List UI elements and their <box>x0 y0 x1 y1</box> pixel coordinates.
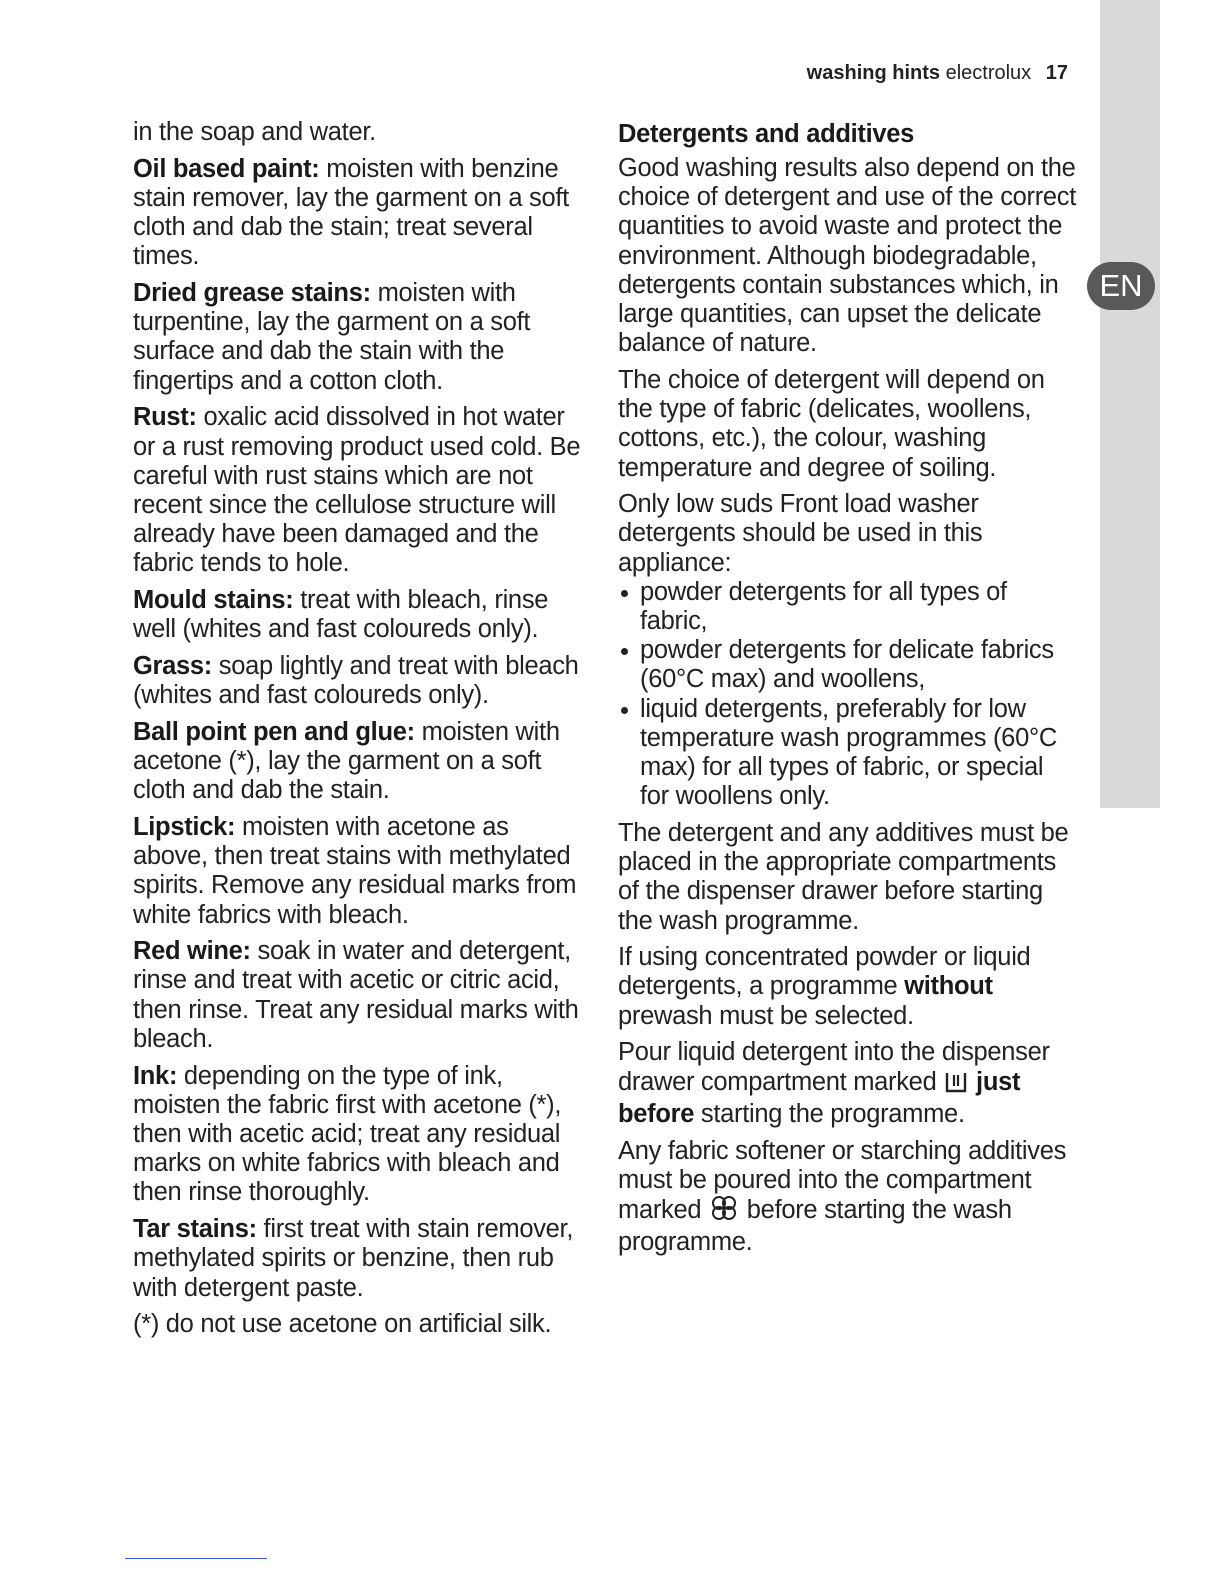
list-item: liquid detergents, preferably for low temperature wash programmes (60°C max) for all types of fabric, or special for woollens only. <box>618 695 1078 812</box>
section-name: washing hints <box>806 62 941 84</box>
stain-paragraph: Rust: oxalic acid dissolved in hot water or a rust removing product used cold. Be careful with rust stains which are not recent since the cellulose structure will already have been damaged and the fabric tends to hole. <box>133 403 581 578</box>
list-item: powder detergents for all types of fabric, <box>618 578 1078 636</box>
side-tab-bar <box>1100 0 1160 808</box>
stain-paragraph: Lipstick: moisten with acetone as above, then treat stains with methylated spirits. Remove any residual marks from white fabrics with bleach. <box>133 812 577 929</box>
body-paragraph: Good washing results also depend on the choice of detergent and use of the correct quantities to avoid waste and protect the environment. Although biodegradable, detergents contain substances which, in large quantities, can upset the delicate balance of nature. <box>618 154 1077 358</box>
body-paragraph: If using concentrated powder or liquid detergents, a programme without prewash must be selected. <box>618 943 1031 1030</box>
running-header <box>807 62 1068 85</box>
stain-paragraph: Oil based paint: moisten with benzine stain remover, lay the garment on a soft cloth and dab the stain; treat several times. <box>133 154 569 271</box>
stain-paragraph: Red wine: soak in water and detergent, rinse and treat with acetic or citric acid, then rinse. Treat any residual marks with bleach. <box>133 937 579 1053</box>
body-paragraph: Only low suds Front load washer detergents should be used in this appliance: <box>618 490 983 577</box>
detergent-type-list <box>618 578 1078 812</box>
list-item: powder detergents for delicate fabrics (60°C max) and woollens, <box>618 636 1078 694</box>
main-wash-compartment-icon <box>945 1071 967 1100</box>
page-number: 17 <box>1045 62 1068 84</box>
stain-paragraph: Dried grease stains: moisten with turpentine, lay the garment on a soft surface and dab the stain with the fingertips and a cotton cloth. <box>133 279 531 395</box>
stain-paragraph: in the soap and water. <box>133 118 376 146</box>
stain-paragraph: Ball point pen and glue: moisten with acetone (*), lay the garment on a soft cloth and dab the stain. <box>133 717 560 805</box>
stain-paragraph: Grass: soap lightly and treat with bleach (whites and fast coloureds only). <box>133 651 579 710</box>
detergents-column <box>618 118 1078 1265</box>
body-paragraph: The choice of detergent will depend on the type of fabric (delicates, woollens, cottons, etc.), the colour, washing temperature and degree of soiling. <box>618 365 1045 482</box>
stain-paragraph: Mould stains: treat with bleach, rinse well (whites and fast coloureds only). <box>133 586 549 644</box>
footnote-divider <box>125 1558 267 1559</box>
stain-paragraph: Tar stains: first treat with stain remover, methylated spirits or benzine, then rub with detergent paste. <box>133 1215 574 1302</box>
stain-paragraph: Ink: depending on the type of ink, moisten the fabric first with acetone (*), then with acetic acid; treat any residual marks on white fabrics with bleach and then rinse thoroughly. <box>133 1061 562 1207</box>
stain-removal-column <box>133 118 589 1347</box>
body-paragraph: Any fabric softener or starching additives must be poured into the compartment marked before starting the wash programme. <box>618 1136 1067 1257</box>
brand-name: electrolux <box>945 62 1032 84</box>
fabric-softener-flower-icon <box>710 1195 738 1228</box>
body-paragraph: The detergent and any additives must be placed in the appropriate compartments of the dispenser drawer before starting the wash programme. <box>618 818 1069 935</box>
language-badge: EN <box>1087 262 1155 310</box>
acetone-footnote: (*) do not use acetone on artificial silk. <box>133 1310 552 1339</box>
section-heading: Detergents and additives <box>618 120 915 148</box>
body-paragraph: Pour liquid detergent into the dispenser drawer compartment marked just before starting the programme. <box>618 1038 1050 1128</box>
